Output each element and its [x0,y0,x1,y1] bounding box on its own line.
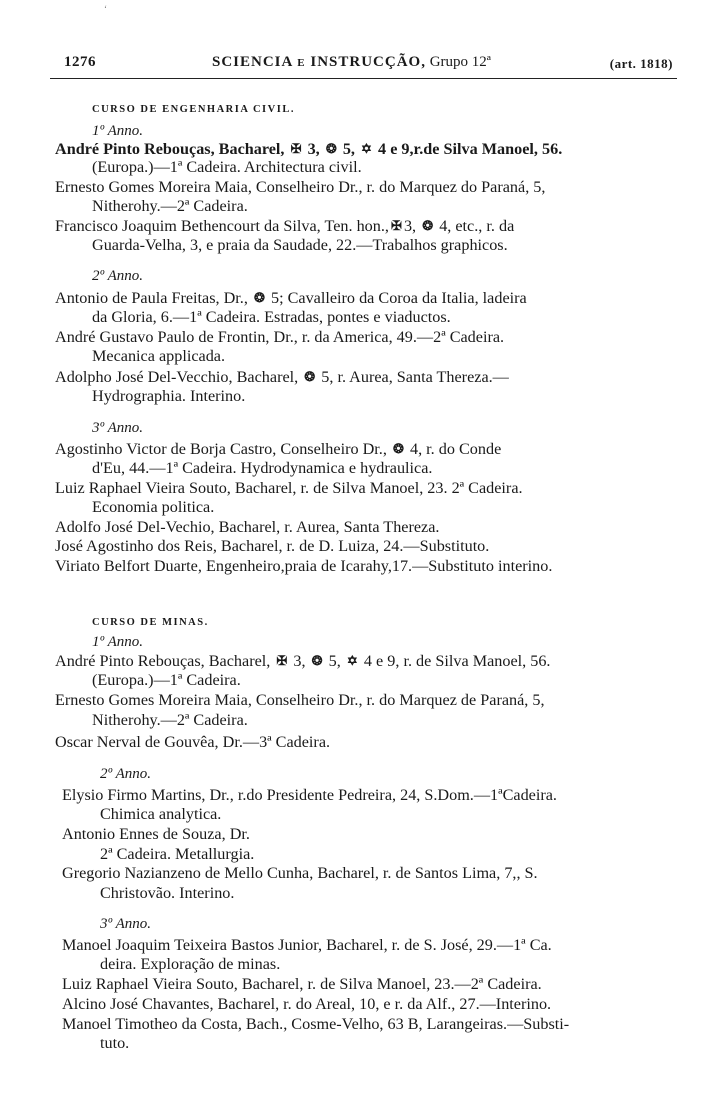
article-reference: (art. 1818) [609,56,673,71]
cross-icon: ✠ [290,141,302,156]
entry-civil-reboucas-line2: (Europa.)—1ª Cadeira. Architectura civil. [92,158,362,176]
entry-minas-reboucas-line2: (Europa.)—1ª Cadeira. [92,671,241,689]
entry-civil-silva-line2: Guarda-Velha, 3, e praia da Saudade, 22.—Trabalhos graphicos. [92,236,508,254]
year-heading-civil-3: 3º Anno. [92,420,144,436]
entry-minas-chavantes: Alcino José Chavantes, Bacharel, r. do Areal, 10, e r. da Alf., 27.—Interino. [62,995,552,1013]
medal-icon: ❂ [304,369,316,384]
year-heading-minas-2: 2º Anno. [100,766,152,782]
header-rule [50,78,677,79]
entry-minas-reboucas-line1: André Pinto Rebouças, Bacharel, ✠ 3, ❂ 5, ✡ 4 e 9, r. de Silva Manoel, 56. [55,652,551,670]
page-number: 1276 [64,54,96,70]
star-icon: ✡ [346,653,358,668]
entry-minas-bastos-line1: Manoel Joaquim Teixeira Bastos Junior, Bacharel, r. de S. José, 29.—1ª Ca. [62,936,552,954]
entry-minas-martins-line2: Chimica analytica. [100,805,222,823]
running-title [212,54,491,71]
entry-civil-duarte: Viriato Belfort Duarte, Engenheiro,praia de Icarahy,17.—Substituto interino. [55,557,553,575]
entry-minas-maia-line1: Ernesto Gomes Moreira Maia, Conselheiro Dr., r. do Marquez de Paraná, 5, [55,691,545,709]
entry-minas-costa-line2: tuto. [100,1034,130,1052]
medal-icon: ❂ [392,441,404,456]
entry-civil-castro-line2: d'Eu, 44.—1ª Cadeira. Hydrodynamica e hydraulica. [92,459,433,477]
entry-civil-vecchio-line2: Hydrographia. Interino. [92,387,246,405]
entry-civil-frontin-line1: André Gustavo Paulo de Frontin, Dr., r. da America, 49.—2ª Cadeira. [55,328,505,346]
entry-minas-bastos-line2: deira. Exploração de minas. [100,955,281,973]
section-heading-minas: CURSO DE MINAS. [92,617,209,628]
star-icon: ✡ [361,141,372,156]
medal-icon: ❂ [325,141,337,156]
entry-civil-castro-line1: Agostinho Victor de Borja Castro, Conselheiro Dr., ❂ 4, r. do Conde [55,440,502,458]
entry-civil-freitas-line2: da Gloria, 6.—1ª Cadeira. Estradas, pontes e viaductos. [92,308,451,326]
entry-minas-souza-line2: 2ª Cadeira. Metallurgia. [100,845,255,863]
entry-minas-martins-line1: Elysio Firmo Martins, Dr., r.do Presidente Pedreira, 24, S.Dom.—1ªCadeira. [62,786,557,804]
entry-civil-reboucas-line1: André Pinto Rebouças, Bacharel, ✠ 3, ❂ 5, ✡ 4 e 9,r.de Silva Manoel, 56. [55,140,563,158]
medal-icon: ❂ [311,653,323,668]
entry-civil-souto-line2: Economia politica. [92,498,215,516]
title-bold: SCIENCIA e INSTRUCÇÃO, [212,54,426,70]
entry-minas-gouvea: Oscar Nerval de Gouvêa, Dr.—3ª Cadeira. [55,733,331,751]
year-heading-minas-1: 1º Anno. [92,634,144,650]
section-heading-civil: CURSO DE ENGENHARIA CIVIL. [92,104,295,115]
entry-minas-souza-line1: Antonio Ennes de Souza, Dr. [62,825,250,843]
entry-civil-maia-line2: Nitherohy.—2ª Cadeira. [92,197,248,215]
year-heading-minas-3: 3º Anno. [100,916,152,932]
year-heading-civil-1: 1º Anno. [92,123,144,139]
entry-civil-adolfo: Adolfo José Del-Vechio, Bacharel, r. Aurea, Santa Thereza. [55,518,440,536]
entry-minas-cunha-line1: Gregorio Nazianzeno de Mello Cunha, Bacharel, r. de Santos Lima, 7,, S. [62,864,538,882]
entry-minas-maia-line2: Nitherohy.—2ª Cadeira. [92,711,248,729]
entry-civil-souto-line1: Luiz Raphael Vieira Souto, Bacharel, r. de Silva Manoel, 23. 2ª Cadeira. [55,479,523,497]
year-heading-civil-2: 2º Anno. [92,268,144,284]
margin-mark: ʻ [104,4,107,14]
cross-icon: ✠ [391,218,402,233]
entry-civil-reis: José Agostinho dos Reis, Bacharel, r. de D. Luiza, 24.—Substituto. [55,537,490,555]
medal-icon: ❂ [253,290,265,305]
entry-civil-vecchio-line1: Adolpho José Del-Vecchio, Bacharel, ❂ 5, r. Aurea, Santa Thereza.— [55,368,509,386]
medal-icon: ❂ [422,218,434,233]
entry-civil-freitas-line1: Antonio de Paula Freitas, Dr., ❂ 5; Cavalleiro da Coroa da Italia, ladeira [55,289,527,307]
entry-civil-silva-line1: Francisco Joaquim Bethencourt da Silva, Ten. hon., ✠ 3, ❂ 4, etc., r. da [55,217,515,235]
cross-icon: ✠ [276,653,288,668]
entry-minas-costa-line1: Manoel Timotheo da Costa, Bach., Cosme-Velho, 63 B, Larangeiras.—Substi- [62,1015,570,1033]
title-group: Grupo 12ª [425,54,491,70]
entry-civil-frontin-line2: Mecanica applicada. [92,347,226,365]
entry-minas-cunha-line2: Christovão. Interino. [100,884,235,902]
running-header [50,52,675,74]
entry-minas-souto: Luiz Raphael Vieira Souto, Bacharel, r. de Silva Manoel, 23.—2ª Cadeira. [62,975,542,993]
entry-civil-maia-line1: Ernesto Gomes Moreira Maia, Conselheiro Dr., r. do Marquez do Paraná, 5, [55,178,546,196]
